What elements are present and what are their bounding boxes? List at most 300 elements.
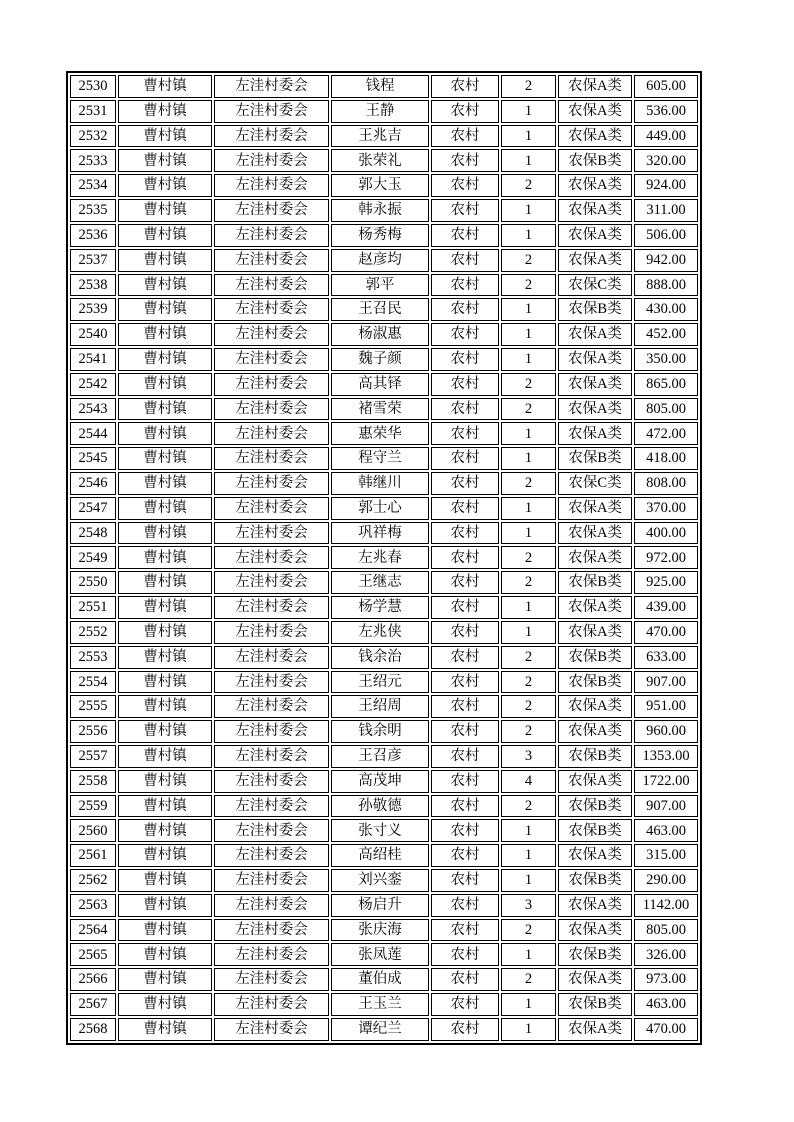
cell-town: 曹村镇 <box>118 571 212 594</box>
cell-row-number: 2555 <box>70 695 116 718</box>
cell-village-committee: 左洼村委会 <box>214 174 329 197</box>
cell-person-count: 2 <box>501 571 556 594</box>
cell-insurance-category: 农保A类 <box>558 844 632 867</box>
cell-town: 曹村镇 <box>118 621 212 644</box>
cell-amount: 907.00 <box>634 671 698 694</box>
cell-person-name: 钱程 <box>331 75 429 98</box>
cell-person-name: 郭大玉 <box>331 174 429 197</box>
table-row <box>70 869 698 892</box>
cell-row-number: 2550 <box>70 571 116 594</box>
cell-residence-type: 农村 <box>431 373 499 396</box>
table-row <box>70 720 698 743</box>
cell-village-committee: 左洼村委会 <box>214 968 329 991</box>
cell-amount: 326.00 <box>634 943 698 966</box>
cell-residence-type: 农村 <box>431 745 499 768</box>
cell-village-committee: 左洼村委会 <box>214 621 329 644</box>
cell-village-committee: 左洼村委会 <box>214 993 329 1016</box>
cell-town: 曹村镇 <box>118 422 212 445</box>
cell-insurance-category: 农保A类 <box>558 695 632 718</box>
cell-village-committee: 左洼村委会 <box>214 274 329 297</box>
cell-residence-type: 农村 <box>431 125 499 148</box>
cell-row-number: 2536 <box>70 224 116 247</box>
cell-residence-type: 农村 <box>431 993 499 1016</box>
cell-insurance-category: 农保B类 <box>558 943 632 966</box>
table-row <box>70 968 698 991</box>
cell-residence-type: 农村 <box>431 795 499 818</box>
cell-person-name: 高绍桂 <box>331 844 429 867</box>
cell-village-committee: 左洼村委会 <box>214 199 329 222</box>
cell-amount: 973.00 <box>634 968 698 991</box>
cell-amount: 972.00 <box>634 546 698 569</box>
cell-insurance-category: 农保A类 <box>558 596 632 619</box>
cell-row-number: 2565 <box>70 943 116 966</box>
cell-person-count: 2 <box>501 546 556 569</box>
cell-village-committee: 左洼村委会 <box>214 422 329 445</box>
cell-amount: 1722.00 <box>634 770 698 793</box>
cell-person-name: 程守兰 <box>331 447 429 470</box>
cell-person-name: 杨启升 <box>331 894 429 917</box>
table-row <box>70 522 698 545</box>
cell-person-name: 郭士心 <box>331 497 429 520</box>
table-row <box>70 472 698 495</box>
cell-town: 曹村镇 <box>118 993 212 1016</box>
cell-row-number: 2534 <box>70 174 116 197</box>
cell-person-name: 王兆吉 <box>331 125 429 148</box>
table-row <box>70 373 698 396</box>
cell-insurance-category: 农保B类 <box>558 869 632 892</box>
cell-residence-type: 农村 <box>431 274 499 297</box>
cell-insurance-category: 农保A类 <box>558 894 632 917</box>
cell-person-name: 高茂坤 <box>331 770 429 793</box>
cell-person-count: 1 <box>501 844 556 867</box>
cell-town: 曹村镇 <box>118 447 212 470</box>
cell-village-committee: 左洼村委会 <box>214 720 329 743</box>
cell-residence-type: 农村 <box>431 447 499 470</box>
cell-residence-type: 农村 <box>431 646 499 669</box>
table-row <box>70 149 698 172</box>
cell-row-number: 2567 <box>70 993 116 1016</box>
cell-row-number: 2557 <box>70 745 116 768</box>
cell-person-name: 巩祥梅 <box>331 522 429 545</box>
cell-amount: 311.00 <box>634 199 698 222</box>
cell-person-name: 钱余明 <box>331 720 429 743</box>
cell-person-count: 1 <box>501 298 556 321</box>
cell-residence-type: 农村 <box>431 398 499 421</box>
cell-person-name: 张寸义 <box>331 819 429 842</box>
cell-person-count: 1 <box>501 522 556 545</box>
cell-person-count: 1 <box>501 348 556 371</box>
cell-row-number: 2531 <box>70 100 116 123</box>
cell-insurance-category: 农保A类 <box>558 348 632 371</box>
cell-village-committee: 左洼村委会 <box>214 398 329 421</box>
cell-village-committee: 左洼村委会 <box>214 323 329 346</box>
cell-person-name: 钱余治 <box>331 646 429 669</box>
cell-insurance-category: 农保C类 <box>558 472 632 495</box>
cell-amount: 865.00 <box>634 373 698 396</box>
cell-person-name: 王静 <box>331 100 429 123</box>
cell-person-name: 谭纪兰 <box>331 1018 429 1041</box>
cell-amount: 925.00 <box>634 571 698 594</box>
cell-amount: 290.00 <box>634 869 698 892</box>
cell-person-count: 1 <box>501 993 556 1016</box>
cell-town: 曹村镇 <box>118 770 212 793</box>
cell-row-number: 2535 <box>70 199 116 222</box>
cell-insurance-category: 农保A类 <box>558 224 632 247</box>
cell-village-committee: 左洼村委会 <box>214 844 329 867</box>
cell-village-committee: 左洼村委会 <box>214 596 329 619</box>
cell-insurance-category: 农保A类 <box>558 100 632 123</box>
cell-amount: 472.00 <box>634 422 698 445</box>
cell-person-count: 3 <box>501 745 556 768</box>
cell-person-name: 韩继川 <box>331 472 429 495</box>
cell-row-number: 2548 <box>70 522 116 545</box>
cell-insurance-category: 农保A类 <box>558 373 632 396</box>
cell-person-name: 杨秀梅 <box>331 224 429 247</box>
cell-residence-type: 农村 <box>431 621 499 644</box>
cell-village-committee: 左洼村委会 <box>214 819 329 842</box>
cell-amount: 320.00 <box>634 149 698 172</box>
cell-row-number: 2539 <box>70 298 116 321</box>
cell-row-number: 2551 <box>70 596 116 619</box>
cell-row-number: 2562 <box>70 869 116 892</box>
cell-insurance-category: 农保A类 <box>558 968 632 991</box>
cell-row-number: 2542 <box>70 373 116 396</box>
cell-person-name: 刘兴銮 <box>331 869 429 892</box>
table-row <box>70 298 698 321</box>
cell-amount: 633.00 <box>634 646 698 669</box>
cell-person-count: 2 <box>501 249 556 272</box>
cell-village-committee: 左洼村委会 <box>214 497 329 520</box>
cell-person-count: 2 <box>501 174 556 197</box>
cell-residence-type: 农村 <box>431 919 499 942</box>
cell-town: 曹村镇 <box>118 249 212 272</box>
cell-insurance-category: 农保B类 <box>558 795 632 818</box>
cell-residence-type: 农村 <box>431 472 499 495</box>
cell-amount: 536.00 <box>634 100 698 123</box>
cell-amount: 400.00 <box>634 522 698 545</box>
cell-village-committee: 左洼村委会 <box>214 348 329 371</box>
cell-town: 曹村镇 <box>118 695 212 718</box>
cell-person-count: 1 <box>501 497 556 520</box>
table-row <box>70 819 698 842</box>
cell-person-count: 2 <box>501 968 556 991</box>
cell-person-count: 2 <box>501 75 556 98</box>
table-row <box>70 199 698 222</box>
cell-amount: 605.00 <box>634 75 698 98</box>
cell-town: 曹村镇 <box>118 224 212 247</box>
cell-town: 曹村镇 <box>118 1018 212 1041</box>
table-row <box>70 447 698 470</box>
cell-village-committee: 左洼村委会 <box>214 522 329 545</box>
cell-town: 曹村镇 <box>118 671 212 694</box>
cell-row-number: 2537 <box>70 249 116 272</box>
cell-person-name: 杨淑惠 <box>331 323 429 346</box>
cell-person-name: 王玉兰 <box>331 993 429 1016</box>
cell-person-count: 1 <box>501 869 556 892</box>
table-row <box>70 621 698 644</box>
cell-residence-type: 农村 <box>431 819 499 842</box>
cell-amount: 463.00 <box>634 819 698 842</box>
cell-amount: 805.00 <box>634 398 698 421</box>
cell-town: 曹村镇 <box>118 968 212 991</box>
cell-town: 曹村镇 <box>118 546 212 569</box>
cell-town: 曹村镇 <box>118 869 212 892</box>
table-row <box>70 1018 698 1041</box>
cell-town: 曹村镇 <box>118 943 212 966</box>
cell-village-committee: 左洼村委会 <box>214 472 329 495</box>
cell-village-committee: 左洼村委会 <box>214 149 329 172</box>
cell-person-count: 3 <box>501 894 556 917</box>
cell-town: 曹村镇 <box>118 323 212 346</box>
cell-amount: 439.00 <box>634 596 698 619</box>
table-row <box>70 646 698 669</box>
cell-village-committee: 左洼村委会 <box>214 298 329 321</box>
cell-row-number: 2545 <box>70 447 116 470</box>
cell-village-committee: 左洼村委会 <box>214 943 329 966</box>
cell-person-name: 杨学慧 <box>331 596 429 619</box>
cell-insurance-category: 农保A类 <box>558 522 632 545</box>
cell-village-committee: 左洼村委会 <box>214 646 329 669</box>
cell-person-count: 2 <box>501 795 556 818</box>
cell-village-committee: 左洼村委会 <box>214 795 329 818</box>
cell-row-number: 2538 <box>70 274 116 297</box>
cell-amount: 452.00 <box>634 323 698 346</box>
cell-village-committee: 左洼村委会 <box>214 546 329 569</box>
cell-insurance-category: 农保B类 <box>558 646 632 669</box>
cell-town: 曹村镇 <box>118 125 212 148</box>
cell-amount: 942.00 <box>634 249 698 272</box>
cell-person-count: 1 <box>501 100 556 123</box>
cell-person-count: 1 <box>501 422 556 445</box>
cell-person-name: 左兆春 <box>331 546 429 569</box>
cell-row-number: 2533 <box>70 149 116 172</box>
cell-person-count: 2 <box>501 472 556 495</box>
cell-amount: 907.00 <box>634 795 698 818</box>
cell-person-name: 左兆侠 <box>331 621 429 644</box>
cell-insurance-category: 农保A类 <box>558 323 632 346</box>
cell-amount: 808.00 <box>634 472 698 495</box>
cell-person-count: 2 <box>501 720 556 743</box>
cell-row-number: 2549 <box>70 546 116 569</box>
cell-town: 曹村镇 <box>118 75 212 98</box>
cell-row-number: 2564 <box>70 919 116 942</box>
cell-village-committee: 左洼村委会 <box>214 100 329 123</box>
cell-village-committee: 左洼村委会 <box>214 125 329 148</box>
cell-row-number: 2543 <box>70 398 116 421</box>
table-row <box>70 795 698 818</box>
cell-row-number: 2560 <box>70 819 116 842</box>
cell-amount: 1142.00 <box>634 894 698 917</box>
cell-insurance-category: 农保A类 <box>558 249 632 272</box>
cell-row-number: 2558 <box>70 770 116 793</box>
cell-town: 曹村镇 <box>118 298 212 321</box>
cell-residence-type: 农村 <box>431 298 499 321</box>
cell-person-count: 1 <box>501 596 556 619</box>
cell-residence-type: 农村 <box>431 571 499 594</box>
cell-residence-type: 农村 <box>431 720 499 743</box>
cell-residence-type: 农村 <box>431 422 499 445</box>
cell-residence-type: 农村 <box>431 348 499 371</box>
cell-insurance-category: 农保A类 <box>558 497 632 520</box>
cell-person-name: 褚雪荣 <box>331 398 429 421</box>
cell-residence-type: 农村 <box>431 323 499 346</box>
table-row <box>70 745 698 768</box>
cell-town: 曹村镇 <box>118 720 212 743</box>
cell-person-name: 张荣礼 <box>331 149 429 172</box>
cell-person-name: 魏子颜 <box>331 348 429 371</box>
cell-residence-type: 农村 <box>431 671 499 694</box>
cell-residence-type: 农村 <box>431 844 499 867</box>
cell-residence-type: 农村 <box>431 894 499 917</box>
cell-person-count: 1 <box>501 943 556 966</box>
cell-town: 曹村镇 <box>118 795 212 818</box>
cell-residence-type: 农村 <box>431 968 499 991</box>
table-row <box>70 571 698 594</box>
table-row <box>70 100 698 123</box>
table-row <box>70 770 698 793</box>
cell-amount: 888.00 <box>634 274 698 297</box>
cell-village-committee: 左洼村委会 <box>214 695 329 718</box>
cell-residence-type: 农村 <box>431 497 499 520</box>
cell-residence-type: 农村 <box>431 174 499 197</box>
cell-amount: 315.00 <box>634 844 698 867</box>
table-row <box>70 125 698 148</box>
cell-person-count: 2 <box>501 373 556 396</box>
cell-residence-type: 农村 <box>431 100 499 123</box>
cell-amount: 418.00 <box>634 447 698 470</box>
cell-residence-type: 农村 <box>431 546 499 569</box>
table-row <box>70 398 698 421</box>
cell-insurance-category: 农保A类 <box>558 125 632 148</box>
cell-amount: 449.00 <box>634 125 698 148</box>
cell-person-name: 王继志 <box>331 571 429 594</box>
cell-amount: 960.00 <box>634 720 698 743</box>
cell-person-name: 惠荣华 <box>331 422 429 445</box>
cell-row-number: 2532 <box>70 125 116 148</box>
table-row <box>70 323 698 346</box>
table-row <box>70 497 698 520</box>
cell-village-committee: 左洼村委会 <box>214 373 329 396</box>
cell-town: 曹村镇 <box>118 100 212 123</box>
cell-row-number: 2568 <box>70 1018 116 1041</box>
cell-village-committee: 左洼村委会 <box>214 671 329 694</box>
cell-amount: 951.00 <box>634 695 698 718</box>
cell-row-number: 2554 <box>70 671 116 694</box>
cell-insurance-category: 农保A类 <box>558 75 632 98</box>
cell-village-committee: 左洼村委会 <box>214 869 329 892</box>
table-row <box>70 75 698 98</box>
cell-town: 曹村镇 <box>118 472 212 495</box>
cell-person-count: 2 <box>501 919 556 942</box>
table-row <box>70 224 698 247</box>
cell-row-number: 2563 <box>70 894 116 917</box>
table-row <box>70 993 698 1016</box>
cell-insurance-category: 农保A类 <box>558 1018 632 1041</box>
cell-person-name: 赵彦均 <box>331 249 429 272</box>
cell-village-committee: 左洼村委会 <box>214 770 329 793</box>
cell-town: 曹村镇 <box>118 522 212 545</box>
cell-insurance-category: 农保A类 <box>558 174 632 197</box>
cell-person-name: 王召民 <box>331 298 429 321</box>
cell-residence-type: 农村 <box>431 522 499 545</box>
cell-person-name: 董伯成 <box>331 968 429 991</box>
cell-town: 曹村镇 <box>118 497 212 520</box>
cell-insurance-category: 农保B类 <box>558 571 632 594</box>
cell-person-name: 张庆海 <box>331 919 429 942</box>
cell-town: 曹村镇 <box>118 894 212 917</box>
cell-row-number: 2566 <box>70 968 116 991</box>
cell-person-count: 1 <box>501 323 556 346</box>
cell-person-count: 1 <box>501 447 556 470</box>
cell-person-name: 王召彦 <box>331 745 429 768</box>
cell-town: 曹村镇 <box>118 745 212 768</box>
table-row <box>70 894 698 917</box>
cell-residence-type: 农村 <box>431 695 499 718</box>
cell-person-count: 2 <box>501 695 556 718</box>
cell-amount: 506.00 <box>634 224 698 247</box>
cell-row-number: 2556 <box>70 720 116 743</box>
cell-person-count: 1 <box>501 224 556 247</box>
cell-insurance-category: 农保C类 <box>558 274 632 297</box>
cell-row-number: 2559 <box>70 795 116 818</box>
cell-insurance-category: 农保A类 <box>558 919 632 942</box>
cell-village-committee: 左洼村委会 <box>214 249 329 272</box>
table-row <box>70 596 698 619</box>
cell-insurance-category: 农保B类 <box>558 447 632 470</box>
cell-insurance-category: 农保B类 <box>558 298 632 321</box>
cell-town: 曹村镇 <box>118 199 212 222</box>
cell-residence-type: 农村 <box>431 224 499 247</box>
table-row <box>70 943 698 966</box>
cell-town: 曹村镇 <box>118 646 212 669</box>
cell-person-count: 1 <box>501 819 556 842</box>
cell-town: 曹村镇 <box>118 274 212 297</box>
cell-row-number: 2530 <box>70 75 116 98</box>
cell-row-number: 2540 <box>70 323 116 346</box>
cell-village-committee: 左洼村委会 <box>214 919 329 942</box>
cell-amount: 805.00 <box>634 919 698 942</box>
cell-village-committee: 左洼村委会 <box>214 1018 329 1041</box>
table-row <box>70 844 698 867</box>
cell-amount: 470.00 <box>634 1018 698 1041</box>
cell-insurance-category: 农保A类 <box>558 199 632 222</box>
cell-person-count: 4 <box>501 770 556 793</box>
cell-row-number: 2552 <box>70 621 116 644</box>
table-row <box>70 174 698 197</box>
cell-town: 曹村镇 <box>118 596 212 619</box>
cell-residence-type: 农村 <box>431 596 499 619</box>
cell-village-committee: 左洼村委会 <box>214 571 329 594</box>
cell-village-committee: 左洼村委会 <box>214 75 329 98</box>
cell-town: 曹村镇 <box>118 373 212 396</box>
cell-residence-type: 农村 <box>431 199 499 222</box>
cell-village-committee: 左洼村委会 <box>214 447 329 470</box>
cell-row-number: 2546 <box>70 472 116 495</box>
cell-insurance-category: 农保A类 <box>558 546 632 569</box>
cell-person-count: 2 <box>501 398 556 421</box>
cell-person-count: 2 <box>501 671 556 694</box>
cell-insurance-category: 农保B类 <box>558 819 632 842</box>
cell-town: 曹村镇 <box>118 819 212 842</box>
cell-insurance-category: 农保A类 <box>558 770 632 793</box>
cell-residence-type: 农村 <box>431 770 499 793</box>
cell-village-committee: 左洼村委会 <box>214 224 329 247</box>
cell-row-number: 2561 <box>70 844 116 867</box>
cell-insurance-category: 农保A类 <box>558 422 632 445</box>
cell-amount: 1353.00 <box>634 745 698 768</box>
cell-person-name: 韩永振 <box>331 199 429 222</box>
cell-insurance-category: 农保A类 <box>558 621 632 644</box>
